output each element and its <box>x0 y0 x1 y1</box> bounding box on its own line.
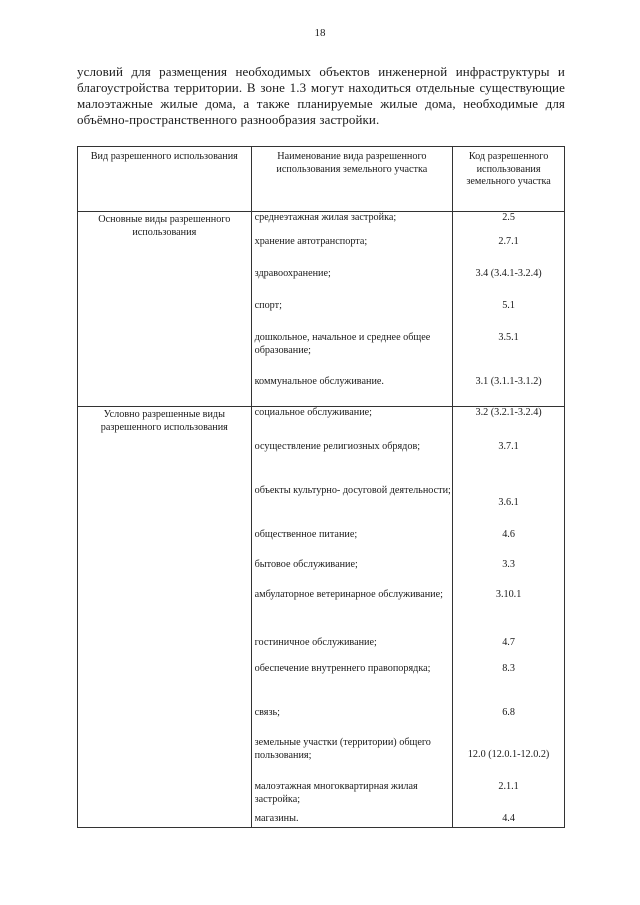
table-body <box>78 212 565 828</box>
use-name: амбулаторное ветеринарное обслуживание; <box>254 589 443 600</box>
use-name: спорт; <box>254 300 282 311</box>
use-code: 3.2 (3.2.1-3.2.4) <box>475 407 542 418</box>
use-name: земельные участки (территории) общего пользования; <box>254 737 431 761</box>
header-name: Наименование вида разрешенного использования земельного участка <box>251 147 453 212</box>
use-name: среднеэтажная жилая застройка; <box>254 212 397 223</box>
use-code: 4.7 <box>502 637 515 648</box>
use-name: общественное питание; <box>254 529 358 540</box>
use-code: 6.8 <box>502 707 515 718</box>
land-use-table <box>77 146 565 828</box>
use-name: социальное обслуживание; <box>254 407 372 418</box>
use-code: 3.6.1 <box>498 497 519 508</box>
group-label: Условно разрешенные виды разрешенного использования <box>78 407 252 828</box>
use-name: малоэтажная многоквартирная жилая застройка; <box>254 781 418 805</box>
use-name: бытовое обслуживание; <box>254 559 358 570</box>
use-name: хранение автотранспорта; <box>254 236 368 247</box>
use-code: 12.0 (12.0.1-12.0.2) <box>467 749 550 760</box>
use-code: 5.1 <box>502 300 515 311</box>
table-group-row <box>78 212 565 407</box>
header-kind: Вид разрешенного использования <box>78 147 252 212</box>
use-code: 3.10.1 <box>495 589 522 600</box>
use-code: 3.7.1 <box>498 441 519 452</box>
table-group-row <box>78 407 565 828</box>
use-codes-cell <box>453 212 565 407</box>
use-names-cell <box>251 407 453 828</box>
use-name: осуществление религиозных обрядов; <box>254 441 421 452</box>
use-codes-cell <box>453 407 565 828</box>
use-code: 3.4 (3.4.1-3.2.4) <box>475 268 542 279</box>
intro-paragraph: условий для размещения необходимых объектов инженерной инфраструктуры и благоустройства территории. В зоне 1.3 могут находиться отдельные существующие малоэтажные жилые дома, а также планируемые жилые дома, необходимые для объёмно-пространственного разнообразия застройки. <box>77 64 565 127</box>
page-number: 18 <box>314 27 326 39</box>
use-code: 2.1.1 <box>498 781 519 792</box>
use-code: 3.5.1 <box>498 332 519 343</box>
use-code: 2.7.1 <box>498 236 519 247</box>
use-code: 3.3 <box>502 559 515 570</box>
use-name: связь; <box>254 707 280 718</box>
group-label: Основные виды разрешенного использования <box>78 212 252 407</box>
use-code: 4.4 <box>502 813 515 824</box>
use-names-cell <box>251 212 453 407</box>
use-code: 8.3 <box>502 663 515 674</box>
use-name: обеспечение внутреннего правопорядка; <box>254 663 431 674</box>
use-name: здравоохранение; <box>254 268 331 279</box>
use-name: объекты культурно- досуговой деятельности; <box>254 485 451 496</box>
use-name: магазины. <box>254 813 299 824</box>
use-code: 4.6 <box>502 529 515 540</box>
use-code: 3.1 (3.1.1-3.1.2) <box>475 376 542 387</box>
use-name: гостиничное обслуживание; <box>254 637 377 648</box>
use-code: 2.5 <box>502 212 515 223</box>
use-name: коммунальное обслуживание. <box>254 376 384 387</box>
table-header-row <box>78 147 565 212</box>
header-code: Код разрешенного использования земельного участка <box>453 147 565 212</box>
use-name: дошкольное, начальное и среднее общее образование; <box>254 332 431 356</box>
